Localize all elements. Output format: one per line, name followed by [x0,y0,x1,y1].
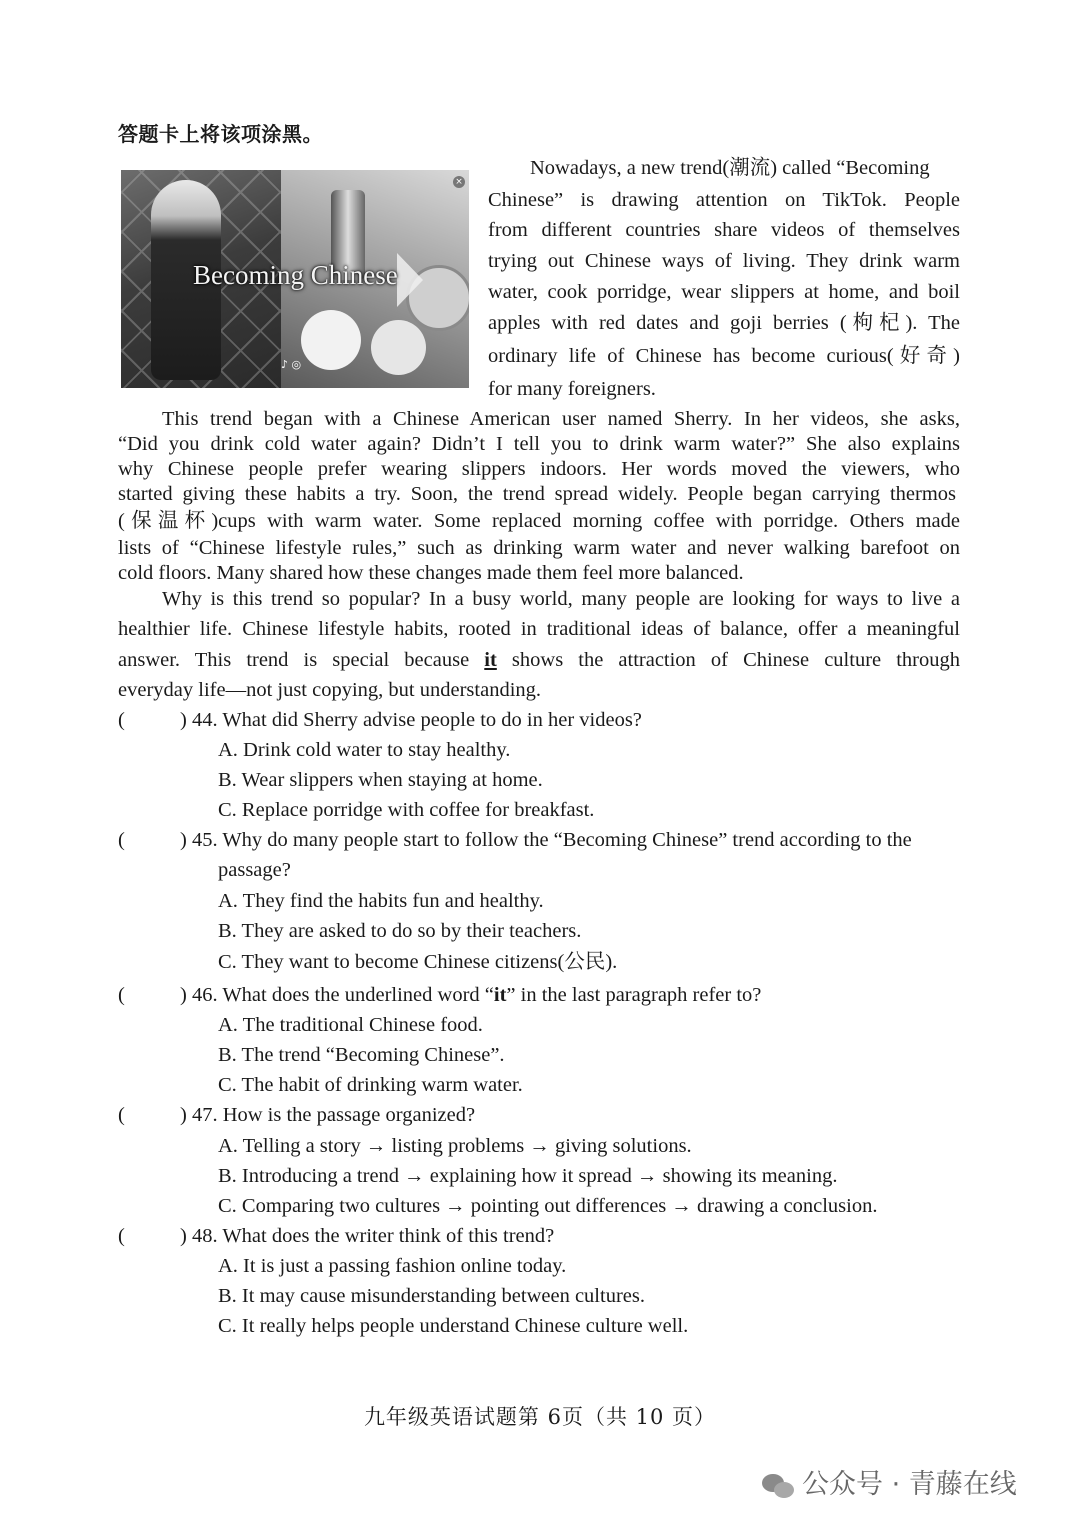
article-photo [121,170,469,388]
option: B. They are asked to do so by their teachers. [218,920,582,942]
option: A. It is just a passing fashion online today. [218,1255,567,1277]
passage-line: healthier life. Chinese lifestyle habits, rooted in traditional ideas of balance, offer a meaningful [118,618,960,640]
watermark: 公众号 · 青藤在线 [762,1462,1017,1501]
passage-line: lists of “Chinese lifestyle rules,” such as drinking warm water and never walking barefoot on [118,537,960,559]
answer-blank[interactable]: ( [118,1104,125,1126]
option: A. Telling a story → listing problems → giving solutions. [218,1135,692,1157]
social-icons: ♪ ◎ [281,358,302,371]
passage-line: from different countries share videos of themselves [488,219,960,241]
option: B. Introducing a trend → explaining how it spread → showing its meaning. [218,1165,838,1187]
option: A. They find the habits fun and healthy. [218,890,544,912]
option: C. The habit of drinking warm water. [218,1074,523,1096]
underlined-word: it [484,649,497,671]
page-footer: 九年级英语试题第 6页（共 10 页） [363,1405,717,1429]
passage-line: Nowadays, a new trend(潮流) called “Becoming [530,157,930,179]
passage-line: why Chinese people prefer wearing slippers indoors. Her words moved the viewers, who [118,458,960,480]
option: C. Comparing two cultures → pointing out differences → drawing a conclusion. [218,1195,878,1217]
option: A. The traditional Chinese food. [218,1014,483,1036]
option: B. The trend “Becoming Chinese”. [218,1044,505,1066]
arrow-icon [397,253,423,307]
question-47: ( ) 47. How is the passage organized? [118,1104,476,1126]
passage-line: Why is this trend so popular? In a busy world, many people are looking for ways to live a [162,588,960,610]
passage-line: This trend began with a Chinese American user named Sherry. In her videos, she asks, [162,408,960,430]
option: C. Replace porridge with coffee for breakfast. [218,799,595,821]
passage-line: for many foreigners. [488,378,656,400]
wechat-icon [762,1472,796,1500]
question-45: ( ) 45. Why do many people start to follow the “Becoming Chinese” trend according to the [118,829,912,851]
close-icon: × [453,176,465,188]
answer-blank[interactable]: ( [118,709,125,731]
option: B. It may cause misunderstanding between cultures. [218,1285,645,1307]
passage-line: Chinese” is drawing attention on TikTok. People [488,189,960,211]
question-continuation: passage? [218,859,291,881]
passage-line: trying out Chinese ways of living. They drink warm [488,250,960,272]
question-46: ( ) 46. What does the underlined word “it” in the last paragraph refer to? [118,984,762,1006]
question-48: ( ) 48. What does the writer think of this trend? [118,1225,555,1247]
option: B. Wear slippers when staying at home. [218,769,543,791]
answer-blank[interactable]: ( [118,984,125,1006]
passage-line: started giving these habits a try. Soon, the trend spread widely. People began carrying thermos [118,483,956,505]
passage-line: water, cook porridge, wear slippers at home, and boil [488,281,960,303]
instruction-text: 答题卡上将该项涂黑。 [118,122,323,146]
passage-line: apples with red dates and goji berries (枸杞). The [488,312,960,334]
option: C. They want to become Chinese citizens(公民). [218,951,618,973]
photo-label: Becoming Chinese [193,260,398,290]
option: A. Drink cold water to stay healthy. [218,739,511,761]
option: C. It really helps people understand Chinese culture well. [218,1315,689,1337]
answer-blank[interactable]: ( [118,829,125,851]
passage-line: “Did you drink cold water again? Didn’t I tell you to drink warm water?” She also explains [118,433,960,455]
passage-line: ordinary life of Chinese has become curious(好奇) [488,345,960,367]
passage-line: cold floors. Many shared how these changes made them feel more balanced. [118,562,744,584]
passage-line: answer. This trend is special because it shows the attraction of Chinese culture through [118,649,960,671]
question-44: ( ) 44. What did Sherry advise people to do in her videos? [118,709,642,731]
passage-line: everyday life—not just copying, but understanding. [118,679,542,701]
answer-blank[interactable]: ( [118,1225,125,1247]
passage-line: (保温杯)cups with warm water. Some replaced morning coffee with porridge. Others made [118,510,960,532]
